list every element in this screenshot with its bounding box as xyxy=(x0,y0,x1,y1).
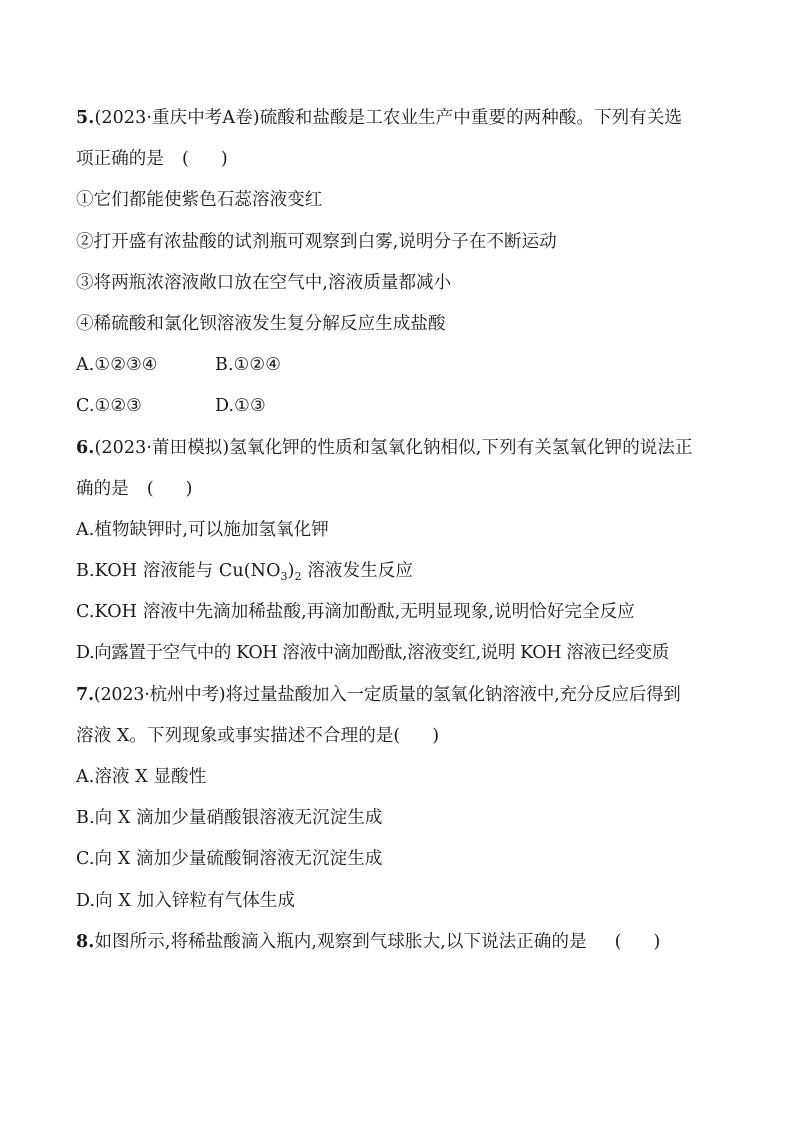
q6-number: 6. xyxy=(76,437,95,458)
q6-source: (2023·莆田模拟) xyxy=(94,437,230,458)
q5-options-row1 xyxy=(76,345,736,386)
q5-option-b[interactable]: B.①②④ xyxy=(215,355,281,376)
q7-answer-paren[interactable]: ( ) xyxy=(393,725,440,746)
q7-option-d[interactable]: D.向 X 加入锌粒有气体生成 xyxy=(76,890,296,911)
q6-stem-line2 xyxy=(76,469,736,510)
q5-options-row2 xyxy=(76,386,736,427)
q7-stem-text1: 将过量盐酸加入一定质量的氢氧化钠溶液中,充分反应后得到 xyxy=(225,684,681,705)
q8-stem-text1: 如图所示,将稀盐酸滴入瓶内,观察到气球胀大,以下说法正确的是 xyxy=(94,931,587,952)
q5-option-d[interactable]: D.①③ xyxy=(215,396,266,417)
q5-option-a[interactable]: A.①②③④ xyxy=(76,355,158,376)
q6-stem-text2: 确的是 xyxy=(76,478,129,499)
q5-source: (2023·重庆中考A卷) xyxy=(94,108,260,128)
q5-stem-text1: 硫酸和盐酸是工农业生产中重要的两种酸。下列有关选 xyxy=(259,108,683,128)
q5-number: 5. xyxy=(76,108,95,128)
q7-number: 7. xyxy=(76,684,94,705)
q6-option-d[interactable]: D.向露置于空气中的 KOH 溶液中滴加酚酞,溶液变红,说明 KOH 溶液已经变质 xyxy=(76,643,669,664)
q6-stem-text1: 氢氧化钾的性质和氢氧化钠相似,下列有关氢氧化钾的说法正 xyxy=(229,437,693,458)
q5-stem-line2 xyxy=(76,139,736,180)
q7-option-a[interactable]: A.溶液 X 显酸性 xyxy=(76,767,207,787)
q6-option-a[interactable]: A.植物缺钾时,可以施加氢氧化钾 xyxy=(76,519,329,540)
q8-answer-paren[interactable]: ( ) xyxy=(614,931,661,952)
subscript-3: 3 xyxy=(280,570,288,584)
q7-stem-line2 xyxy=(76,716,736,757)
q5-stem-text2: 项正确的是 xyxy=(76,149,164,170)
q7-option-c[interactable]: C.向 X 滴加少量硫酸铜溶液无沉淀生成 xyxy=(76,849,383,870)
q6-stem-line1 xyxy=(76,428,736,469)
q5-statement-2: ②打开盛有浓盐酸的试剂瓶可观察到白雾,说明分子在不断运动 xyxy=(76,231,557,252)
question-page xyxy=(76,98,736,963)
q8-stem-line1 xyxy=(76,922,736,963)
q5-answer-paren[interactable]: ( ) xyxy=(182,149,228,170)
q7-stem-line1 xyxy=(76,675,736,716)
subscript-2: 2 xyxy=(294,570,302,584)
q7-stem-text2: 溶液 X。下列现象或事实描述不合理的是 xyxy=(76,725,394,746)
q8-number: 8. xyxy=(76,931,95,952)
q5-statement-3: ③将两瓶浓溶液敞口放在空气中,溶液质量都减小 xyxy=(76,272,452,293)
q5-statement-1: ①它们都能使紫色石蕊溶液变红 xyxy=(76,190,323,211)
q5-stem-line1 xyxy=(76,98,736,139)
q6-answer-paren[interactable]: ( ) xyxy=(146,478,193,499)
q6-option-c[interactable]: C.KOH 溶液中先滴加稀盐酸,再滴加酚酞,无明显现象,说明恰好完全反应 xyxy=(76,602,635,623)
q5-statement-4: ④稀硫酸和氯化钡溶液发生复分解反应生成盐酸 xyxy=(76,313,446,334)
q7-source: (2023·杭州中考) xyxy=(93,684,226,705)
q7-option-b[interactable]: B.向 X 滴加少量硝酸银溶液无沉淀生成 xyxy=(76,808,383,829)
q5-option-c[interactable]: C.①②③ xyxy=(76,396,142,417)
q6-option-b[interactable]: B.KOH 溶液能与 $Cu(NO_3)_2$ 溶液发生反应 xyxy=(76,561,413,584)
